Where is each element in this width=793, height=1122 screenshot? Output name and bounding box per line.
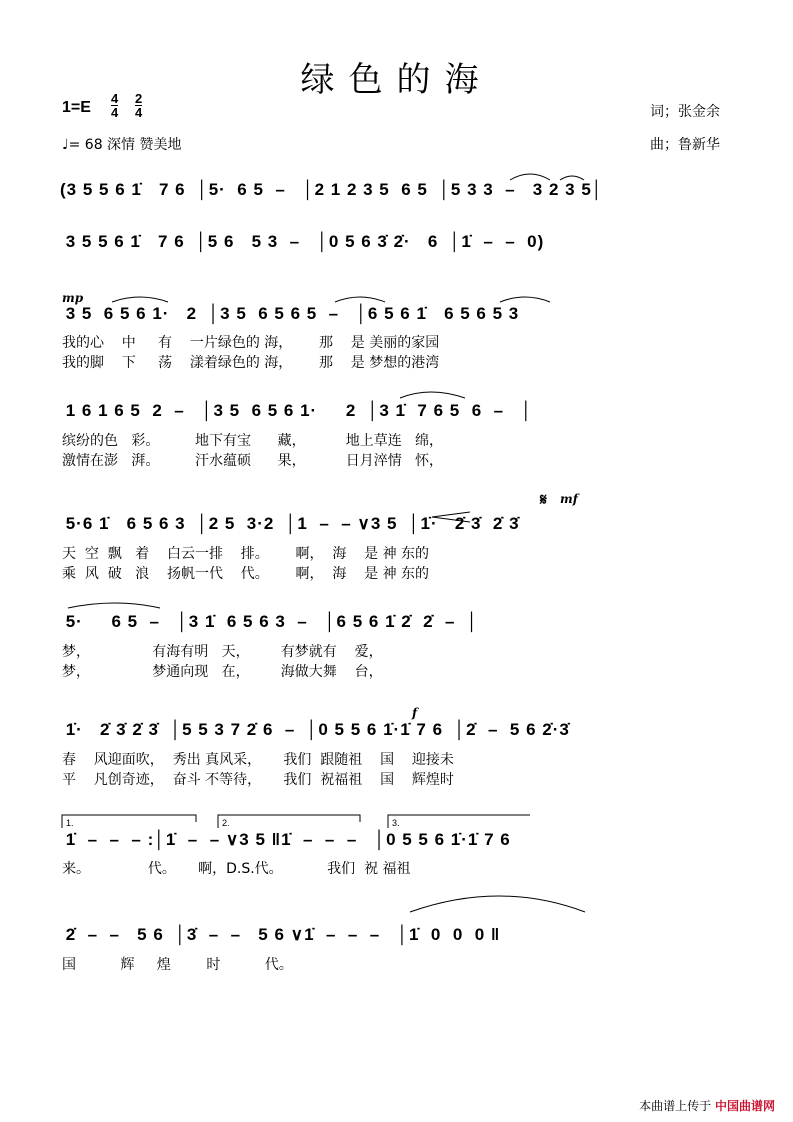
key-signature: 1=E [62,99,91,116]
volta-1 [62,815,196,828]
volta-3 [388,815,530,828]
notation-system-4: 1 6 1 6 5 2 – │3 5 6 5 6 1· 2 │3 1̇ 7 6 5 6 – │ [60,401,533,420]
notation-system-2: 3 5 5 6 1̇ 7 6 │5 6 5 3 – │0 5 6 3̇ 2̇· 6 │1̇ – – 0) [60,232,545,251]
slur [410,896,585,912]
upload-footer [639,1097,775,1114]
meter-denominator: 4 [135,105,143,120]
segno-sign: 𝄋 [540,490,547,509]
meter-denominator: 4 [111,105,119,120]
lyrics-verse-1: 来。 代。 啊，D.S.代。 我们 祝 福祖 [62,861,411,877]
lyrics-verse-2: 激情在澎 湃。 汗水蕴硕 果， 日月淬情 怀， [62,453,444,469]
slur [510,174,550,180]
notation-system-6: 5· 6 5 – │3 1̇ 6 5 6 3 – │6 5 6 1̇ 2̇ 2̇ – │ [60,612,479,631]
volta-2 [218,815,360,828]
volta-3-label: 3. [392,818,400,828]
lyrics-verse-2: 平 凡创奇迹， 奋斗 不等待， 我们 祝福祖 国 辉煌时 [62,772,454,788]
notation-system-7: 1̇· 2̇ 3̇ 2̇ 3̇ │5 5 3 7 2̇ 6 – │0 5 5 6 1̇·1̇ 7 6 │2̇ – 5 6 2̇·3̇ [60,720,570,739]
dynamic-f: f [412,706,418,720]
notation-system-8: 1̇ – – – :│1̇ – – ∨3 5 ‖1̇ – – – │0 5 5 6 1̇·1̇ 7 6 [60,830,511,849]
slur [500,297,550,302]
notation-system-9: 2̇ – – 5 6 │3̇ – – 5 6 ∨1̇ – – – │1̇ 0 0 0 ‖ [60,925,501,944]
volta-2-label: 2. [222,818,230,828]
footer-prefix: 本曲谱上传于 [639,1099,712,1113]
notation-system-1: (3 5 5 6 1̇ 7 6 │5· 6 5 – │2 1 2 3 5 6 5 │5 3 3 – 3 2 3 5│ [60,180,604,199]
meter-numerator: 4 [111,91,119,106]
lyrics-verse-2: 乘 风 破 浪 扬帆一代 代。 啊， 海 是 神 东的 [62,566,430,582]
composer-credit: 曲；鲁新华 [650,137,720,153]
site-logo[interactable]: 中国曲谱网 [714,1099,775,1113]
notation-system-5: 5·6 1̇ 6 5 6 3 │2 5 3·2 │1 – – ∨3 5 │1̇· 2̇ 3̇ 2̇ 3̇ [60,514,520,533]
tempo-marking: ♩= 68 深情 赞美地 [62,137,182,153]
slur [68,603,160,608]
dynamic-mf: mf [560,492,578,506]
lyrics-verse-2: 梦， 梦通向现 在， 海做大舞 台， [62,664,383,680]
lyrics-verse-1: 国 辉 煌 时 代。 [62,957,293,973]
slur [400,392,465,398]
slur [112,297,168,302]
notation-system-3: 3 5 6 5 6 1· 2 │3 5 6 5 6 5 – │6 5 6 1̇ 6 5 6 5 3 [60,304,520,323]
hairpin [432,512,470,522]
slur [335,297,385,302]
lyrics-verse-2: 我的脚 下 荡 漾着绿色的 海， 那 是 梦想的港湾 [62,355,440,371]
song-title: 绿色的海 [300,60,493,100]
meter-numerator: 2 [135,91,143,106]
lyrics-verse-1: 缤纷的色 彩。 地下有宝 藏， 地上草连 绵， [62,433,444,449]
lyrics-verse-1: 春 风迎面吹， 秀出 真风采， 我们 跟随祖 国 迎接未 [62,752,454,768]
slur [560,176,584,180]
lyrics-verse-1: 天 空 飘 着 白云一排 排。 啊， 海 是 神 东的 [62,546,430,562]
dynamic-mp: mp [62,291,84,305]
lyrics-verse-1: 梦， 有海有明 天， 有梦就有 爱， [62,644,383,660]
lyrics-verse-1: 我的心 中 有 一片绿色的 海， 那 是 美丽的家园 [62,335,440,351]
volta-1-label: 1. [66,818,74,828]
lyricist-credit: 词；张金余 [650,104,720,120]
